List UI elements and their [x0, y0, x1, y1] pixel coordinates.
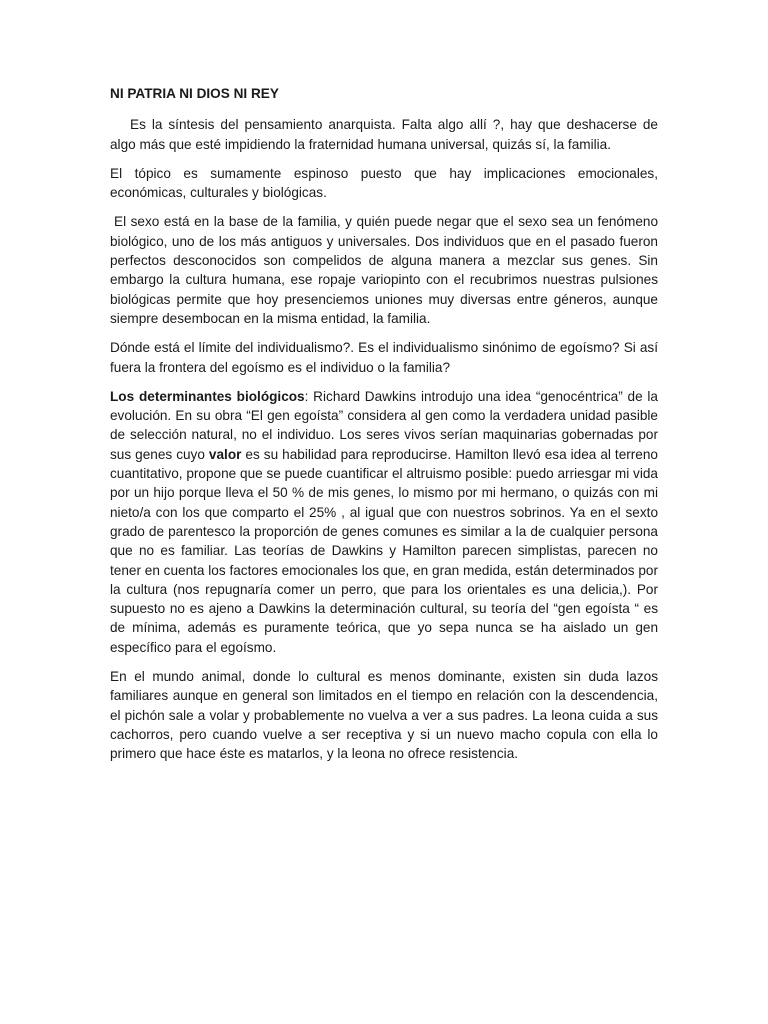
paragraph-3: El sexo está en la base de la familia, y quién puede negar que el sexo sea un fenómeno biológico, uno de los más antiguos y universales. Dos individuos que en el pasado fueron perfectos desconocidos son compelidos de alguna manera a mezclar sus genes. Sin embargo la cultura humana, ese ropaje variopinto con el recubrimos nuestras pulsiones biológicas permite que hoy presenciemos uniones muy diversas entre géneros, aunque siempre desembocan en la misma entidad, la familia.	[110, 214, 658, 326]
paragraph-1: Es la síntesis del pensamiento anarquista. Falta algo allí ?, hay que deshacerse de algo más que esté impidiendo la fraternidad humana universal, quizás sí, la familia.	[110, 117, 658, 152]
paragraph-5-heading: Los determinantes biológicos	[110, 388, 305, 404]
document-title: NI PATRIA NI DIOS NI REY	[110, 86, 279, 101]
paragraph-6: En el mundo animal, donde lo cultural es menos dominante, existen sin duda lazos familiares aunque en general son limitados en el tiempo en relación con la descendencia, el pichón sale a volar y probablemente no vuelva a ver a sus padres. La leona cuida a sus cachorros, pero cuando vuelve a ser receptiva y si un nuevo macho copula con ella lo primero que hace éste es matarlos, y la leona no ofrece resistencia.	[110, 669, 658, 762]
paragraph-5-bold-word: valor	[208, 446, 242, 462]
paragraph-2: El tópico es sumamente espinoso puesto que hay implicaciones emocionales, económicas, culturales y biológicas.	[110, 165, 658, 201]
paragraph-5-text-a: : Richard Dawkins introdujo una idea “genocéntrica” de la evolución. En su obra “El gen egoísta” considera al gen como la verdadera unidad pasible de selección natural, no el individuo. Los seres vivos serían maquinarias gobernadas por sus genes cuyo	[110, 388, 658, 462]
paragraph-5-text-b: es su habilidad para reproducirse. Hamilton llevó esa idea al terreno cuantitativo, propone que se puede cuantificar el altruismo posible: puedo arriesgar mi vida por un hijo porque lleva el 50 % de mis genes, lo mismo por mi hermano, o quizás con mi nieto/a con los que comparto el 25% , al igual que con nuestros sobrinos. Ya en el sexto grado de parentesco la proporción de genes comunes es similar a la de cualquier persona que no es familiar. Las teorías de Dawkins y Hamilton parecen simplistas, parecen no tener en cuenta los factores emocionales los que, en gran medida, están determinados por la cultura (nos repugnaría comer un perro, que para los orientales es una delicia,). Por supuesto no es ajeno a Dawkins la determinación cultural, su teoría del “gen egoísta “ es de mínima, además es puramente teórica, que yo sepa nunca se ha aislado un gen específico para el egoísmo.	[110, 446, 658, 655]
paragraph-5	[110, 387, 658, 657]
paragraph-4: Dónde está el límite del individualismo?. Es el individualismo sinónimo de egoísmo? Si así fuera la frontera del egoísmo es el individuo o la familia?	[110, 340, 658, 375]
document-page	[110, 84, 658, 774]
